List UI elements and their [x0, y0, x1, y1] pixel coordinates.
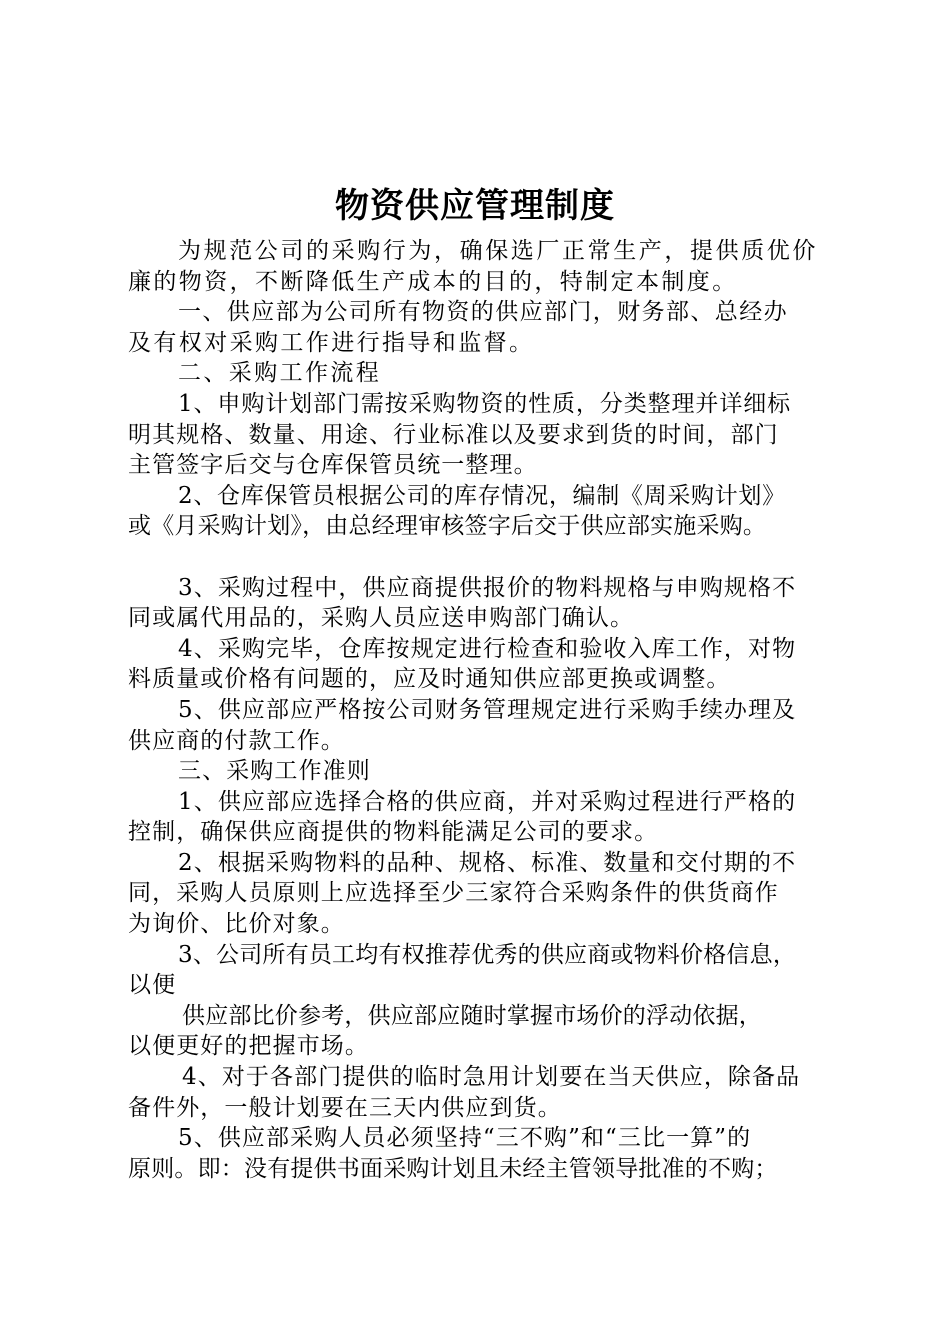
- paragraph-line: 3、公司所有员工均有权推荐优秀的供应商或物料价格信息，: [178, 941, 797, 968]
- paragraph-line: 或《月采购计划》，由总经理审核签字后交于供应部实施采购。: [128, 513, 767, 540]
- paragraph-line: 5、供应部采购人员必须坚持“三不购”和“三比一算”的: [178, 1125, 752, 1152]
- paragraph-line: 主管签字后交与仓库保管员统一整理。: [128, 452, 538, 479]
- paragraph-line: 及有权对采购工作进行指导和监督。: [128, 329, 535, 356]
- paragraph-line: 明其规格、数量、用途、行业标准以及要求到货的时间，部门: [128, 421, 779, 448]
- paragraph-line: 同，采购人员原则上应选择至少三家符合采购条件的供货商作: [128, 880, 779, 907]
- paragraph-line: 5、供应部应严格按公司财务管理规定进行采购手续办理及: [178, 696, 797, 723]
- paragraph-line: 以便更好的把握市场。: [128, 1033, 369, 1060]
- paragraph-line: 供应部比价参考，供应部应随时掌握市场价的浮动依据，: [182, 1002, 762, 1029]
- paragraph-line: 控制，确保供应商提供的物料能满足公司的要求。: [128, 819, 659, 846]
- paragraph-line: 原则。即：没有提供书面采购计划且未经主管领导批准的不购；: [128, 1155, 778, 1182]
- paragraph-line: [128, 542, 836, 573]
- paragraph-line: 一、供应部为公司所有物资的供应部门，财务部、总经办: [178, 299, 788, 326]
- document-title: 物资供应管理制度: [335, 186, 615, 226]
- paragraph-line: 4、对于各部门提供的临时急用计划要在当天供应，除备品: [182, 1064, 801, 1091]
- paragraph-line: 3、采购过程中，供应商提供报价的物料规格与申购规格不: [178, 574, 797, 601]
- paragraph-line: 以便: [128, 972, 177, 999]
- paragraph-line: 二、采购工作流程: [178, 360, 382, 387]
- paragraph-line: 1、供应部应选择合格的供应商，并对采购过程进行严格的: [178, 788, 797, 815]
- paragraph-line: 同或属代用品的，采购人员应送申购部门确认。: [128, 605, 635, 632]
- paragraph-line: 2、根据采购物料的品种、规格、标准、数量和交付期的不: [178, 849, 797, 876]
- paragraph-line: 廉的物资，不断降低生产成本的目的，特制定本制度。: [128, 268, 738, 295]
- paragraph-line: 为询价、比价对象。: [128, 911, 345, 938]
- paragraph-line: 备件外，一般计划要在三天内供应到货。: [128, 1094, 562, 1121]
- paragraph-line: 三、采购工作准则: [178, 758, 371, 785]
- paragraph-line: 4、采购完毕，仓库按规定进行检查和验收入库工作，对物: [178, 635, 797, 662]
- paragraph-line: 料质量或价格有问题的，应及时通知供应部更换或调整。: [128, 666, 731, 693]
- paragraph-line: 2、仓库保管员根据公司的库存情况，编制《周采购计划》: [178, 482, 786, 509]
- paragraph-line: 为规范公司的采购行为，确保选厂正常生产，提供质优价: [178, 238, 818, 264]
- paragraph-line: 1、申购计划部门需按采购物资的性质，分类整理并详细标: [178, 390, 792, 417]
- paragraph-line: 供应商的付款工作。: [128, 727, 345, 754]
- document-body: [128, 236, 836, 1184]
